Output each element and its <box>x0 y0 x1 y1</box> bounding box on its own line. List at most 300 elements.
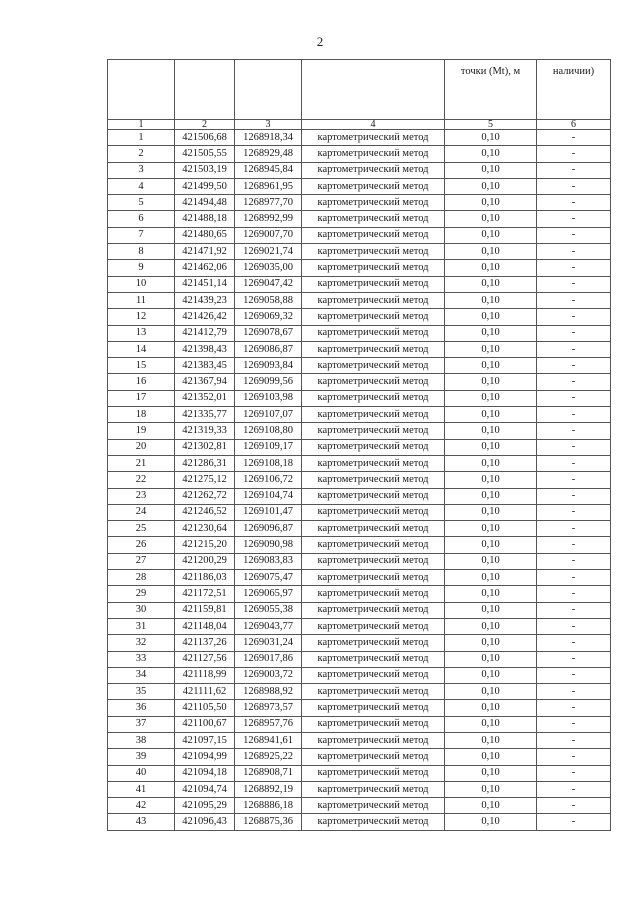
description-cell: - <box>537 358 611 374</box>
table-row <box>108 700 611 716</box>
method-cell: картометрический метод <box>302 635 445 651</box>
x-coordinate-cell: 421506,68 <box>175 130 235 146</box>
precision-cell: 0,10 <box>445 570 537 586</box>
column-number: 1 <box>108 120 175 130</box>
precision-cell: 0,10 <box>445 765 537 781</box>
description-cell: - <box>537 570 611 586</box>
description-cell: - <box>537 325 611 341</box>
precision-cell: 0,10 <box>445 781 537 797</box>
precision-cell: 0,10 <box>445 488 537 504</box>
column-number: 5 <box>445 120 537 130</box>
point-number-cell: 42 <box>108 798 175 814</box>
method-cell: картометрический метод <box>302 667 445 683</box>
table-row <box>108 521 611 537</box>
description-cell: - <box>537 504 611 520</box>
precision-cell: 0,10 <box>445 374 537 390</box>
method-cell: картометрический метод <box>302 276 445 292</box>
description-cell: - <box>537 292 611 308</box>
y-coordinate-cell: 1268961,95 <box>235 178 302 194</box>
description-cell: - <box>537 227 611 243</box>
description-cell: - <box>537 341 611 357</box>
x-coordinate-cell: 421262,72 <box>175 488 235 504</box>
point-number-cell: 21 <box>108 455 175 471</box>
table-row <box>108 602 611 618</box>
point-number-cell: 33 <box>108 651 175 667</box>
point-number-cell: 7 <box>108 227 175 243</box>
method-cell: картометрический метод <box>302 211 445 227</box>
x-coordinate-cell: 421352,01 <box>175 390 235 406</box>
precision-cell: 0,10 <box>445 325 537 341</box>
point-number-cell: 37 <box>108 716 175 732</box>
method-cell: картометрический метод <box>302 244 445 260</box>
y-coordinate-cell: 1269017,86 <box>235 651 302 667</box>
point-number-cell: 30 <box>108 602 175 618</box>
method-cell: картометрический метод <box>302 521 445 537</box>
table-row <box>108 276 611 292</box>
table-row <box>108 423 611 439</box>
y-coordinate-cell: 1269007,70 <box>235 227 302 243</box>
point-number-cell: 5 <box>108 195 175 211</box>
x-coordinate-cell: 421230,64 <box>175 521 235 537</box>
method-cell: картометрический метод <box>302 732 445 748</box>
description-cell: - <box>537 439 611 455</box>
table-row <box>108 374 611 390</box>
description-cell: - <box>537 309 611 325</box>
description-cell: - <box>537 423 611 439</box>
point-number-cell: 28 <box>108 570 175 586</box>
precision-cell: 0,10 <box>445 276 537 292</box>
description-cell: - <box>537 488 611 504</box>
y-coordinate-cell: 1268988,92 <box>235 684 302 700</box>
y-coordinate-cell: 1268908,71 <box>235 765 302 781</box>
x-coordinate-cell: 421200,29 <box>175 553 235 569</box>
y-coordinate-cell: 1269106,72 <box>235 472 302 488</box>
point-number-cell: 1 <box>108 130 175 146</box>
method-cell: картометрический метод <box>302 814 445 830</box>
x-coordinate-cell: 421451,14 <box>175 276 235 292</box>
precision-cell: 0,10 <box>445 814 537 830</box>
method-cell: картометрический метод <box>302 651 445 667</box>
description-cell: - <box>537 211 611 227</box>
precision-cell: 0,10 <box>445 455 537 471</box>
point-number-cell: 32 <box>108 635 175 651</box>
table-row <box>108 553 611 569</box>
description-cell: - <box>537 700 611 716</box>
description-cell: - <box>537 455 611 471</box>
point-number-cell: 8 <box>108 244 175 260</box>
point-number-cell: 29 <box>108 586 175 602</box>
table-row <box>108 227 611 243</box>
table-row <box>108 309 611 325</box>
method-cell: картометрический метод <box>302 195 445 211</box>
precision-cell: 0,10 <box>445 798 537 814</box>
method-cell: картометрический метод <box>302 325 445 341</box>
description-cell: - <box>537 178 611 194</box>
method-cell: картометрический метод <box>302 553 445 569</box>
column-number: 2 <box>175 120 235 130</box>
x-coordinate-cell: 421118,99 <box>175 667 235 683</box>
point-number-cell: 34 <box>108 667 175 683</box>
method-cell: картометрический метод <box>302 407 445 423</box>
precision-cell: 0,10 <box>445 292 537 308</box>
y-coordinate-cell: 1269047,42 <box>235 276 302 292</box>
description-cell: - <box>537 732 611 748</box>
precision-cell: 0,10 <box>445 244 537 260</box>
y-coordinate-cell: 1269086,87 <box>235 341 302 357</box>
precision-cell: 0,10 <box>445 423 537 439</box>
point-number-cell: 6 <box>108 211 175 227</box>
point-number-cell: 15 <box>108 358 175 374</box>
table-row <box>108 749 611 765</box>
description-cell: - <box>537 146 611 162</box>
x-coordinate-cell: 421100,67 <box>175 716 235 732</box>
y-coordinate-cell: 1269069,32 <box>235 309 302 325</box>
point-number-cell: 14 <box>108 341 175 357</box>
x-coordinate-cell: 421335,77 <box>175 407 235 423</box>
y-coordinate-cell: 1269083,83 <box>235 553 302 569</box>
method-cell: картометрический метод <box>302 798 445 814</box>
y-coordinate-cell: 1268973,57 <box>235 700 302 716</box>
y-coordinate-cell: 1269107,07 <box>235 407 302 423</box>
point-number-cell: 12 <box>108 309 175 325</box>
x-coordinate-cell: 421172,51 <box>175 586 235 602</box>
method-cell: картометрический метод <box>302 472 445 488</box>
method-cell: картометрический метод <box>302 537 445 553</box>
description-cell: - <box>537 195 611 211</box>
table-row <box>108 455 611 471</box>
method-cell: картометрический метод <box>302 488 445 504</box>
precision-cell: 0,10 <box>445 162 537 178</box>
point-number-cell: 4 <box>108 178 175 194</box>
method-cell: картометрический метод <box>302 586 445 602</box>
precision-cell: 0,10 <box>445 227 537 243</box>
precision-cell: 0,10 <box>445 586 537 602</box>
point-number-cell: 40 <box>108 765 175 781</box>
x-coordinate-cell: 421186,03 <box>175 570 235 586</box>
table-row <box>108 684 611 700</box>
x-coordinate-cell: 421439,23 <box>175 292 235 308</box>
precision-cell: 0,10 <box>445 130 537 146</box>
method-cell: картометрический метод <box>302 341 445 357</box>
y-coordinate-cell: 1268992,99 <box>235 211 302 227</box>
x-coordinate-cell: 421096,43 <box>175 814 235 830</box>
y-coordinate-cell: 1268957,76 <box>235 716 302 732</box>
table-row <box>108 765 611 781</box>
precision-cell: 0,10 <box>445 651 537 667</box>
method-cell: картометрический метод <box>302 716 445 732</box>
y-coordinate-cell: 1269078,67 <box>235 325 302 341</box>
description-cell: - <box>537 162 611 178</box>
x-coordinate-cell: 421111,62 <box>175 684 235 700</box>
table-row <box>108 667 611 683</box>
point-number-cell: 39 <box>108 749 175 765</box>
table-row <box>108 195 611 211</box>
precision-cell: 0,10 <box>445 358 537 374</box>
description-cell: - <box>537 521 611 537</box>
x-coordinate-cell: 421494,48 <box>175 195 235 211</box>
table-row <box>108 244 611 260</box>
table-row <box>108 162 611 178</box>
point-number-cell: 18 <box>108 407 175 423</box>
description-cell: - <box>537 781 611 797</box>
precision-cell: 0,10 <box>445 635 537 651</box>
table-row <box>108 358 611 374</box>
y-coordinate-cell: 1269065,97 <box>235 586 302 602</box>
x-coordinate-cell: 421094,99 <box>175 749 235 765</box>
table-row <box>108 732 611 748</box>
description-cell: - <box>537 390 611 406</box>
table-row <box>108 325 611 341</box>
x-coordinate-cell: 421148,04 <box>175 618 235 634</box>
y-coordinate-cell: 1268977,70 <box>235 195 302 211</box>
point-number-cell: 11 <box>108 292 175 308</box>
table-row <box>108 504 611 520</box>
table-row <box>108 488 611 504</box>
precision-cell: 0,10 <box>445 537 537 553</box>
y-coordinate-cell: 1269103,98 <box>235 390 302 406</box>
table-row <box>108 178 611 194</box>
y-coordinate-cell: 1268892,19 <box>235 781 302 797</box>
table-row <box>108 472 611 488</box>
table-row <box>108 651 611 667</box>
x-coordinate-cell: 421286,31 <box>175 455 235 471</box>
header-cell-precision: точки (Mt), м <box>445 60 537 120</box>
x-coordinate-cell: 421302,81 <box>175 439 235 455</box>
precision-cell: 0,10 <box>445 667 537 683</box>
table-row <box>108 716 611 732</box>
method-cell: картометрический метод <box>302 146 445 162</box>
table-row <box>108 390 611 406</box>
point-number-cell: 10 <box>108 276 175 292</box>
point-number-cell: 17 <box>108 390 175 406</box>
table-row <box>108 439 611 455</box>
table-row <box>108 781 611 797</box>
precision-cell: 0,10 <box>445 260 537 276</box>
description-cell: - <box>537 635 611 651</box>
point-number-cell: 20 <box>108 439 175 455</box>
precision-cell: 0,10 <box>445 472 537 488</box>
precision-cell: 0,10 <box>445 309 537 325</box>
method-cell: картометрический метод <box>302 618 445 634</box>
method-cell: картометрический метод <box>302 309 445 325</box>
method-cell: картометрический метод <box>302 260 445 276</box>
table-row <box>108 260 611 276</box>
method-cell: картометрический метод <box>302 455 445 471</box>
point-number-cell: 24 <box>108 504 175 520</box>
description-cell: - <box>537 130 611 146</box>
x-coordinate-cell: 421094,18 <box>175 765 235 781</box>
y-coordinate-cell: 1269109,17 <box>235 439 302 455</box>
y-coordinate-cell: 1269021,74 <box>235 244 302 260</box>
x-coordinate-cell: 421480,65 <box>175 227 235 243</box>
point-number-cell: 3 <box>108 162 175 178</box>
method-cell: картометрический метод <box>302 602 445 618</box>
x-coordinate-cell: 421097,15 <box>175 732 235 748</box>
table-row <box>108 292 611 308</box>
header-cell-point <box>108 60 175 120</box>
table-row <box>108 407 611 423</box>
x-coordinate-cell: 421246,52 <box>175 504 235 520</box>
precision-cell: 0,10 <box>445 618 537 634</box>
precision-cell: 0,10 <box>445 504 537 520</box>
table-row <box>108 814 611 830</box>
table-header-row <box>108 60 611 120</box>
table-row <box>108 146 611 162</box>
description-cell: - <box>537 407 611 423</box>
point-number-cell: 27 <box>108 553 175 569</box>
x-coordinate-cell: 421383,45 <box>175 358 235 374</box>
precision-cell: 0,10 <box>445 211 537 227</box>
y-coordinate-cell: 1269055,38 <box>235 602 302 618</box>
x-coordinate-cell: 421105,50 <box>175 700 235 716</box>
description-cell: - <box>537 618 611 634</box>
precision-cell: 0,10 <box>445 602 537 618</box>
method-cell: картометрический метод <box>302 423 445 439</box>
point-number-cell: 9 <box>108 260 175 276</box>
point-number-cell: 22 <box>108 472 175 488</box>
coordinates-table <box>107 59 611 831</box>
y-coordinate-cell: 1269104,74 <box>235 488 302 504</box>
y-coordinate-cell: 1268929,48 <box>235 146 302 162</box>
x-coordinate-cell: 421412,79 <box>175 325 235 341</box>
precision-cell: 0,10 <box>445 146 537 162</box>
method-cell: картометрический метод <box>302 684 445 700</box>
description-cell: - <box>537 586 611 602</box>
precision-cell: 0,10 <box>445 439 537 455</box>
description-cell: - <box>537 244 611 260</box>
y-coordinate-cell: 1269003,72 <box>235 667 302 683</box>
method-cell: картометрический метод <box>302 765 445 781</box>
precision-cell: 0,10 <box>445 195 537 211</box>
x-coordinate-cell: 421488,18 <box>175 211 235 227</box>
y-coordinate-cell: 1268925,22 <box>235 749 302 765</box>
y-coordinate-cell: 1269058,88 <box>235 292 302 308</box>
x-coordinate-cell: 421095,29 <box>175 798 235 814</box>
method-cell: картометрический метод <box>302 700 445 716</box>
y-coordinate-cell: 1269075,47 <box>235 570 302 586</box>
y-coordinate-cell: 1269108,80 <box>235 423 302 439</box>
method-cell: картометрический метод <box>302 749 445 765</box>
x-coordinate-cell: 421215,20 <box>175 537 235 553</box>
point-number-cell: 43 <box>108 814 175 830</box>
table-row <box>108 570 611 586</box>
y-coordinate-cell: 1269101,47 <box>235 504 302 520</box>
column-number-row <box>108 120 611 130</box>
y-coordinate-cell: 1269093,84 <box>235 358 302 374</box>
y-coordinate-cell: 1269035,00 <box>235 260 302 276</box>
method-cell: картометрический метод <box>302 178 445 194</box>
point-number-cell: 19 <box>108 423 175 439</box>
description-cell: - <box>537 667 611 683</box>
point-number-cell: 38 <box>108 732 175 748</box>
description-cell: - <box>537 765 611 781</box>
point-number-cell: 25 <box>108 521 175 537</box>
y-coordinate-cell: 1268945,84 <box>235 162 302 178</box>
x-coordinate-cell: 421503,19 <box>175 162 235 178</box>
header-cell-method <box>302 60 445 120</box>
method-cell: картометрический метод <box>302 390 445 406</box>
precision-cell: 0,10 <box>445 732 537 748</box>
y-coordinate-cell: 1268886,18 <box>235 798 302 814</box>
y-coordinate-cell: 1268875,36 <box>235 814 302 830</box>
x-coordinate-cell: 421462,06 <box>175 260 235 276</box>
point-number-cell: 36 <box>108 700 175 716</box>
header-cell-x <box>175 60 235 120</box>
x-coordinate-cell: 421275,12 <box>175 472 235 488</box>
precision-cell: 0,10 <box>445 178 537 194</box>
description-cell: - <box>537 684 611 700</box>
precision-cell: 0,10 <box>445 390 537 406</box>
table-row <box>108 211 611 227</box>
precision-cell: 0,10 <box>445 341 537 357</box>
precision-cell: 0,10 <box>445 407 537 423</box>
x-coordinate-cell: 421367,94 <box>175 374 235 390</box>
description-cell: - <box>537 814 611 830</box>
method-cell: картометрический метод <box>302 570 445 586</box>
x-coordinate-cell: 421398,43 <box>175 341 235 357</box>
column-number: 6 <box>537 120 611 130</box>
method-cell: картометрический метод <box>302 504 445 520</box>
x-coordinate-cell: 421319,33 <box>175 423 235 439</box>
table-row <box>108 537 611 553</box>
column-number: 4 <box>302 120 445 130</box>
x-coordinate-cell: 421426,42 <box>175 309 235 325</box>
column-number: 3 <box>235 120 302 130</box>
y-coordinate-cell: 1268918,34 <box>235 130 302 146</box>
header-cell-y <box>235 60 302 120</box>
table-row <box>108 341 611 357</box>
y-coordinate-cell: 1269090,98 <box>235 537 302 553</box>
description-cell: - <box>537 537 611 553</box>
point-number-cell: 31 <box>108 618 175 634</box>
x-coordinate-cell: 421159,81 <box>175 602 235 618</box>
table-row <box>108 618 611 634</box>
table-row <box>108 798 611 814</box>
precision-cell: 0,10 <box>445 749 537 765</box>
method-cell: картометрический метод <box>302 358 445 374</box>
x-coordinate-cell: 421094,74 <box>175 781 235 797</box>
y-coordinate-cell: 1269108,18 <box>235 455 302 471</box>
precision-cell: 0,10 <box>445 700 537 716</box>
precision-cell: 0,10 <box>445 521 537 537</box>
y-coordinate-cell: 1269043,77 <box>235 618 302 634</box>
y-coordinate-cell: 1269031,24 <box>235 635 302 651</box>
method-cell: картометрический метод <box>302 227 445 243</box>
description-cell: - <box>537 553 611 569</box>
point-number-cell: 2 <box>108 146 175 162</box>
point-number-cell: 23 <box>108 488 175 504</box>
x-coordinate-cell: 421127,56 <box>175 651 235 667</box>
x-coordinate-cell: 421137,26 <box>175 635 235 651</box>
precision-cell: 0,10 <box>445 684 537 700</box>
x-coordinate-cell: 421505,55 <box>175 146 235 162</box>
description-cell: - <box>537 716 611 732</box>
header-cell-description: наличии) <box>537 60 611 120</box>
point-number-cell: 13 <box>108 325 175 341</box>
y-coordinate-cell: 1269099,56 <box>235 374 302 390</box>
point-number-cell: 35 <box>108 684 175 700</box>
table-row <box>108 586 611 602</box>
description-cell: - <box>537 374 611 390</box>
description-cell: - <box>537 276 611 292</box>
x-coordinate-cell: 421499,50 <box>175 178 235 194</box>
description-cell: - <box>537 651 611 667</box>
method-cell: картометрический метод <box>302 374 445 390</box>
y-coordinate-cell: 1269096,87 <box>235 521 302 537</box>
method-cell: картометрический метод <box>302 439 445 455</box>
y-coordinate-cell: 1268941,61 <box>235 732 302 748</box>
description-cell: - <box>537 472 611 488</box>
